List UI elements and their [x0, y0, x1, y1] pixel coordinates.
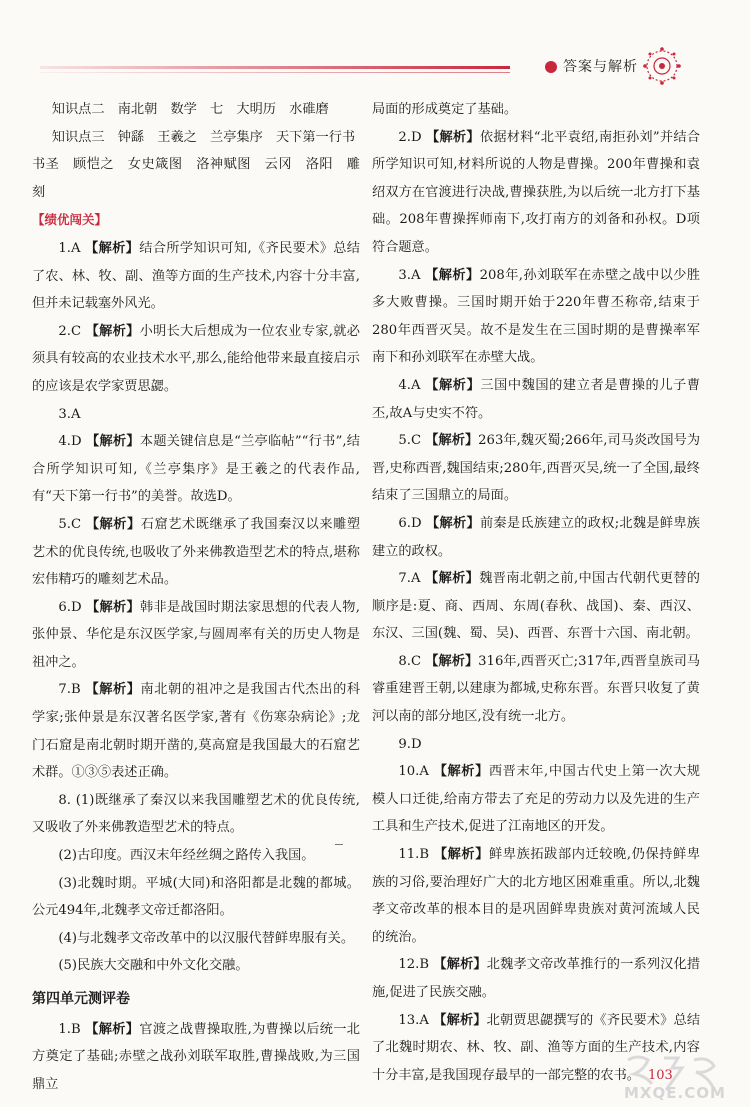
analysis-tag: 【解析】 [85, 682, 141, 698]
question-number: 5.C [58, 516, 86, 532]
answer-item [372, 96, 700, 124]
answer-item [32, 1016, 360, 1099]
question-number: 6.D [58, 599, 87, 615]
watermark-text: MXQE.COM [624, 1084, 726, 1102]
answer-item [32, 511, 360, 594]
question-number: 8.C [398, 653, 426, 669]
header-rule-thin [40, 72, 510, 73]
question-number: 4.D [58, 434, 87, 450]
question-number: 7.A [398, 571, 426, 587]
answer-text: 西晋末年,中国古代史上第一次大规模人口迁徙,给南方带去了充足的劳动力以及先进的生产工具和生产技术,促进了江南地区的开发。 [372, 764, 700, 835]
answer-text: 局面的形成奠定了基础。 [372, 102, 518, 117]
answer-text: 本题关键信息是“兰亭临帖”“行书”,结合所学知识可知,《兰亭集序》是王羲之的代表作品,有“天下第一行书”的美誉。故选D。 [32, 434, 360, 505]
question-number: 6.D [398, 515, 427, 531]
answer-item [32, 925, 360, 953]
question-number: 3.A [398, 267, 426, 283]
answer-item [32, 318, 360, 401]
answer-text: (4)与北魏孝文帝改革中的以汉服代替鲜卑服有关。 [58, 930, 355, 946]
answer-item [372, 758, 700, 841]
answer-text: 魏晋南北朝之前,中国古代朝代更替的顺序是:夏、商、西周、东周(春秋、战国)、秦、西汉、东汉、三国(魏、蜀、吴)、西晋、东晋十六国、南北朝。 [372, 571, 700, 642]
question-number: 8. [58, 792, 76, 808]
answer-item [32, 870, 360, 925]
question-number: 10.A [398, 764, 434, 780]
answer-text: 依据材料“北平袁绍,南拒孙刘”并结合所学知识可知,材料所说的人物是曹操。200年曹操和袁绍双方在官渡进行决战,曹操获胜,为以后统一北方打下基础。208年曹操挥师南下,攻打南方的刘备和孙权。D项符合题意。 [372, 129, 700, 255]
answer-column-left [32, 96, 360, 1098]
answer-item [372, 372, 700, 427]
analysis-tag: 【解析】 [425, 653, 479, 669]
answer-text: 316年,西晋灭亡;317年,西晋皇族司马睿重建晋王朝,以建康为都城,史称东晋。东晋只收复了黄河以南的部分地区,没有统一北方。 [372, 653, 701, 725]
answer-text: 前秦是氐族建立的政权;北魏是鲜卑族建立的政权。 [372, 515, 700, 559]
answer-text: 263年,魏灭蜀;266年,司马炎改国号为晋,史称西晋,魏国结束;280年,西晋灭吴,统一了全国,最终结束了三国鼎立的局面。 [372, 433, 701, 504]
answer-item [32, 401, 360, 429]
question-number: 2.C [58, 323, 86, 339]
analysis-tag: 【解析】 [86, 434, 140, 450]
answer-text: (3)北魏时期。平城(大同)和洛阳都是北魏的都城。公元494年,北魏孝文帝迁都洛阳。 [32, 875, 360, 919]
answer-text: 第四单元测评卷 [32, 991, 130, 1007]
question-number: 1.B [58, 1021, 86, 1037]
answer-text: 三国中魏国的建立者是曹操的儿子曹丕,故A与史实不符。 [372, 377, 701, 421]
answer-text: 小明长大后想成为一位农业专家,就必须具有较高的农业技术水平,那么,能给他带来最直接启示的应该是农学家贾思勰。 [32, 323, 360, 394]
answer-item [32, 206, 360, 235]
stray-mark [335, 844, 343, 845]
answer-column-right [372, 96, 700, 1089]
question-number: 3.A [58, 406, 81, 422]
question-number: 7.B [58, 682, 86, 698]
answer-item [372, 262, 700, 372]
question-number: 11.B [398, 847, 434, 863]
analysis-tag: 【解析】 [426, 129, 480, 145]
answer-text: 北魏孝文帝改革推行的一系列汉化措施,促进了民族交融。 [372, 957, 701, 1000]
answer-item [372, 427, 700, 510]
analysis-tag: 【解析】 [433, 764, 489, 780]
unit-title [32, 986, 360, 1014]
answer-item [372, 510, 700, 565]
answer-item [32, 842, 360, 870]
answer-item [32, 952, 360, 980]
analysis-tag: 【解析】 [85, 1021, 140, 1037]
answer-text: 知识点二 南北朝 数学 七 大明历 水碓磨 [51, 102, 329, 117]
header-bullet-icon [545, 61, 557, 73]
analysis-tag: 【解析】 [433, 957, 487, 973]
analysis-tag: 【解析】 [86, 599, 140, 615]
analysis-tag: 【解析】 [425, 571, 480, 587]
analysis-tag: 【解析】 [425, 267, 480, 283]
answer-item [32, 235, 360, 318]
analysis-tag: 【解析】 [433, 847, 490, 863]
question-number: 4.A [398, 377, 426, 393]
answer-text: 知识点三 钟繇 王羲之 兰亭集序 天下第一行书 [51, 129, 356, 145]
answer-text: 官渡之战曹操取胜,为曹操以后统一北方奠定了基础;赤壁之战孙刘联军取胜,曹操战败,为三国鼎立 [32, 1021, 360, 1092]
answer-text: 鲜卑族拓跋部内迁较晚,仍保持鲜卑族的习俗,要治理好广大的北方地区困难重重。所以,北魏孝文帝改革的根本目的是巩固鲜卑贵族对黄河流域人民的统治。 [372, 847, 701, 945]
answer-text: 韩非是战国时期法家思想的代表人物,张仲景、华佗是东汉医学家,与圆周率有关的历史人物是祖冲之。 [32, 599, 360, 670]
answer-text: 北朝贾思勰撰写的《齐民要术》总结了北魏时期农、林、牧、副、渔等方面的生产技术,内容十分丰富,是我国现存最早的一部完整的农书。 [372, 1012, 701, 1083]
analysis-tag: 【解析】 [433, 1012, 487, 1028]
answer-text: 石窟艺术既继承了我国秦汉以来雕塑艺术的优良传统,也吸收了外来佛教造型艺术的特点,堪称宏伟精巧的雕刻艺术品。 [32, 516, 361, 588]
answer-text: 208年,孙刘联军在赤壁之战中以少胜多大败曹操。三国时期开始于220年曹丕称帝,结束于280年西晋灭吴。故不是发生在三国时期的是曹操率军南下和孙刘联军在赤壁大战。 [372, 267, 700, 366]
answer-text: (1)既继承了秦汉以来我国雕塑艺术的优良传统,又吸收了外来佛教造型艺术的特点。 [32, 792, 360, 836]
answer-item [32, 594, 360, 677]
answer-item [372, 648, 700, 731]
question-number: 5.C [398, 433, 426, 449]
answer-item [372, 731, 700, 759]
question-number: 2.D [398, 129, 427, 145]
page-number: 103 [648, 1068, 673, 1083]
analysis-tag: 【解析】 [85, 240, 140, 256]
flower-ornament-icon [640, 44, 684, 88]
answer-item [32, 96, 360, 124]
answer-text: 南北朝的祖冲之是我国古代杰出的科学家;张仲景是东汉著名医学家,著有《伤寒杂病论》;龙门石窟是南北朝时期开凿的,莫高窟是我国最大的石窟艺术群。①③⑤表述正确。 [32, 682, 361, 781]
analysis-tag: 【解析】 [426, 515, 480, 531]
answer-item [372, 951, 700, 1006]
answer-text: 书圣 顾恺之 女史箴图 洛神赋图 云冈 洛阳 雕刻 [32, 157, 360, 200]
answer-item [32, 428, 360, 511]
analysis-tag: 【解析】 [425, 433, 479, 449]
answer-item [372, 841, 700, 951]
question-number: 9.D [398, 736, 422, 752]
answer-text: (5)民族大交融和中外文化交融。 [58, 958, 249, 974]
section-label: 【绩优闯关】 [32, 212, 108, 228]
answer-item [372, 565, 700, 648]
answer-item [32, 124, 360, 152]
header-rule [40, 66, 510, 69]
answer-item [372, 124, 700, 262]
analysis-tag: 【解析】 [85, 516, 141, 532]
question-number: 1.A [58, 240, 86, 256]
answer-item [32, 676, 360, 786]
answer-item [32, 151, 360, 206]
analysis-tag: 【解析】 [85, 323, 140, 339]
question-number: 13.A [398, 1012, 434, 1028]
answer-text: (2)古印度。西汉末年经丝绸之路传入我国。 [58, 848, 315, 864]
analysis-tag: 【解析】 [425, 377, 481, 393]
question-number: 12.B [398, 957, 434, 973]
answer-item [32, 787, 360, 842]
header-title: 答案与解析 [563, 59, 638, 75]
answer-text: 结合所学知识可知,《齐民要术》总结了农、林、牧、副、渔等方面的生产技术,内容十分丰富,但并未记载塞外风光。 [32, 240, 360, 312]
